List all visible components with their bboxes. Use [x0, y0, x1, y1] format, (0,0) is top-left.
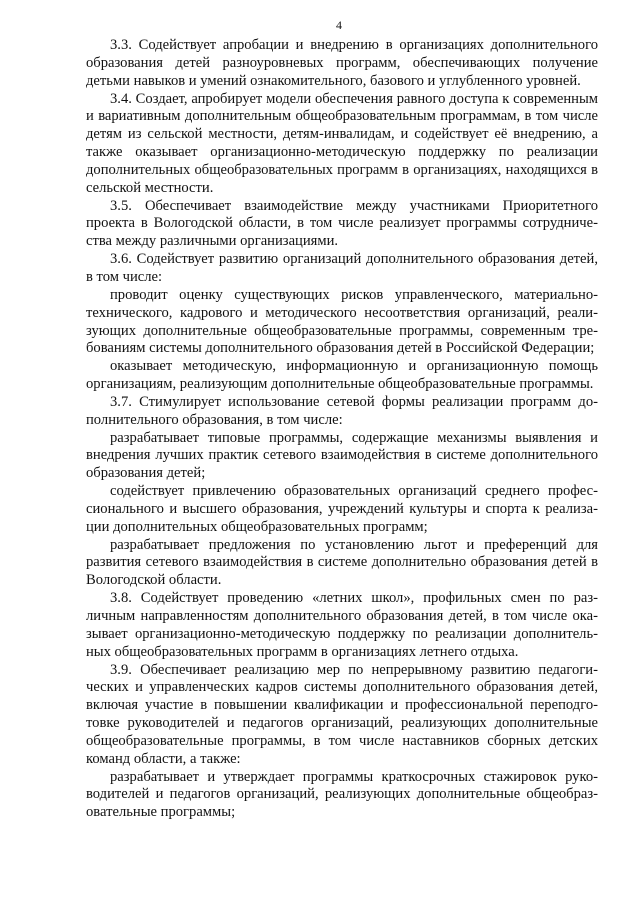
- paragraph-3-3: 3.3. Содействует апробации и внедрению в организациях дополнительного образования детей разноуровневых программ, обеспечивающих получение детьми навыков и умений ознакомительного, базового и углубленного уровней.: [86, 37, 598, 89]
- page-number: 4: [336, 18, 342, 32]
- paragraph-3-6-item-2: оказывает методическую, информационную и организационную помощь организациям, реализующим дополнительные общеобразовательные программы.: [86, 358, 598, 393]
- paragraph-3-7-item-2: содействует привлечению образовательных организаций среднего профессионального и высшего образования, учреждений культуры и спорта к реализации дополнительных общеобразовательных программ;: [86, 483, 598, 535]
- paragraph-3-6: 3.6. Содействует развитию организаций дополнительного образования детей, в том числе:: [86, 251, 598, 285]
- document-page: [86, 18, 598, 822]
- paragraph-3-9: 3.9. Обеспечивает реализацию мер по непрерывному развитию педагогических и управленческих кадров системы дополнительного образования детей, включая участие в повышении квалификации и профессиональной переподготовке руководителей и педагогов организаций, реализующих дополнительные общеобразовательные программы, в том числе наставников сборных детских команд области, а также:: [86, 661, 598, 767]
- paragraph-3-7: 3.7. Стимулирует использование сетевой формы реализации программ дополнительного образования, в том числе:: [86, 393, 598, 428]
- paragraph-3-8: 3.8. Содействует проведению «летних школ», профильных смен по различным направленностям дополнительного образования детей, в том числе оказывает организационно-методическую поддержку по реализации дополнительных общеобразовательных программ в организациях летнего отдыха.: [86, 590, 598, 660]
- paragraph-3-9-item-1: разрабатывает и утверждает программы краткосрочных стажировок руководителей и педагогов организаций, реализующих дополнительные общеобразовательные программы;: [86, 768, 598, 821]
- paragraph-3-6-item-1: проводит оценку существующих рисков управленческого, материально-технического, кадрового и методического несоответствия организаций, реализующих дополнительные общеобразовательные программы, современным требованиям системы дополнительного образования детей в Российской Федерации;: [86, 286, 598, 357]
- paragraph-3-4: 3.4. Создает, апробирует модели обеспечения равного доступа к современным и вариативным дополнительным общеобразовательным программам, в том числе детям из сельской местности, детям-инвалидам, и содействует её внедрению, а также оказывает организационно-методическую поддержку по реализации дополнительных общеобразовательных программ в организациях, находящихся в сельской местности.: [86, 90, 598, 196]
- paragraph-3-5: 3.5. Обеспечивает взаимодействие между участниками Приоритетного проекта в Вологодской области, в том числе реализует программы сотрудничества между различными организациями.: [86, 197, 598, 250]
- paragraph-3-7-item-3: разрабатывает предложения по установлению льгот и преференций для развития сетевого взаимодействия в системе дополнительно образования детей в Вологодской области.: [86, 536, 598, 589]
- paragraph-3-7-item-1: разрабатывает типовые программы, содержащие механизмы выявления и внедрения лучших практик сетевого взаимодействия в системе дополнительного образования детей;: [86, 429, 598, 482]
